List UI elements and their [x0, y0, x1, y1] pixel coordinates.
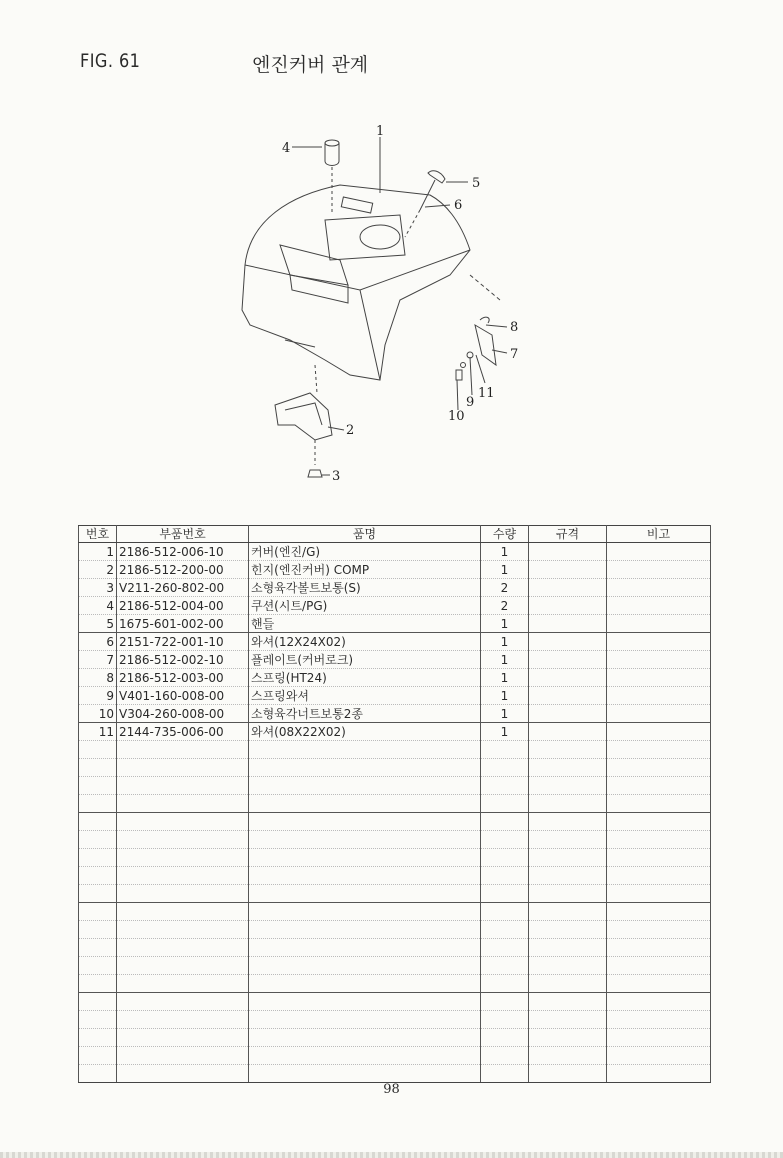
table-row [79, 597, 711, 615]
handle-drawing [428, 171, 445, 183]
table-cell [607, 777, 711, 795]
table-cell [481, 975, 529, 993]
table-cell: 6 [79, 633, 117, 651]
table-cell [529, 957, 607, 975]
table-cell [481, 885, 529, 903]
table-cell: 2186-512-200-00 [117, 561, 249, 579]
table-cell [249, 1047, 481, 1065]
table-cell [79, 867, 117, 885]
table-row [79, 975, 711, 993]
table-cell [249, 849, 481, 867]
table-cell [607, 939, 711, 957]
table-cell [249, 795, 481, 813]
table-cell [117, 1011, 249, 1029]
table-cell: 5 [79, 615, 117, 633]
table-cell [529, 795, 607, 813]
table-cell [79, 957, 117, 975]
table-cell [607, 975, 711, 993]
table-cell [117, 957, 249, 975]
table-cell [529, 993, 607, 1011]
table-row [79, 669, 711, 687]
table-cell [481, 939, 529, 957]
table-cell [529, 849, 607, 867]
callout-1: 1 [376, 125, 385, 139]
exploded-parts-diagram [230, 125, 530, 490]
table-cell: 핸들 [249, 615, 481, 633]
callout-8: 8 [510, 320, 519, 335]
table-cell [529, 939, 607, 957]
table-row [79, 903, 711, 921]
table-cell: 2186-512-003-00 [117, 669, 249, 687]
table-cell [117, 903, 249, 921]
table-cell [529, 561, 607, 579]
table-cell: 1675-601-002-00 [117, 615, 249, 633]
table-cell [529, 1047, 607, 1065]
table-cell: 와셔(12X24X02) [249, 633, 481, 651]
table-cell [529, 669, 607, 687]
table-cell [529, 759, 607, 777]
table-cell [481, 741, 529, 759]
table-cell [79, 993, 117, 1011]
table-cell [607, 921, 711, 939]
table-cell: V401-160-008-00 [117, 687, 249, 705]
table-cell [117, 939, 249, 957]
table-body [79, 543, 711, 1083]
table-cell [481, 1011, 529, 1029]
table-cell [481, 831, 529, 849]
table-cell [529, 975, 607, 993]
table-cell [117, 867, 249, 885]
table-cell [529, 723, 607, 741]
table-cell: 11 [79, 723, 117, 741]
table-cell [607, 813, 711, 831]
table-cell [249, 939, 481, 957]
table-cell [529, 543, 607, 561]
table-cell [607, 831, 711, 849]
table-cell: 와셔(08X22X02) [249, 723, 481, 741]
table-cell [607, 849, 711, 867]
table-row [79, 813, 711, 831]
table-cell [607, 579, 711, 597]
table-cell [529, 1011, 607, 1029]
page-number: 98 [383, 1082, 400, 1097]
column-header-no: 번호 [79, 526, 117, 543]
table-cell [529, 741, 607, 759]
table-cell [607, 1065, 711, 1083]
table-cell [481, 849, 529, 867]
table-cell: 스프링(HT24) [249, 669, 481, 687]
table-cell [607, 615, 711, 633]
table-cell: 1 [481, 651, 529, 669]
table-row [79, 1011, 711, 1029]
bolt-drawing [308, 470, 322, 477]
cushion-drawing [325, 140, 339, 146]
table-row [79, 849, 711, 867]
table-cell: 2186-512-002-10 [117, 651, 249, 669]
table-cell [481, 759, 529, 777]
table-cell: 2186-512-006-10 [117, 543, 249, 561]
callout-10: 10 [448, 409, 465, 424]
table-row [79, 939, 711, 957]
table-cell [79, 741, 117, 759]
table-cell [607, 1047, 711, 1065]
table-cell [79, 939, 117, 957]
table-row [79, 867, 711, 885]
table-cell [249, 831, 481, 849]
table-row [79, 885, 711, 903]
table-cell [79, 849, 117, 867]
table-cell [79, 975, 117, 993]
table-cell: V211-260-802-00 [117, 579, 249, 597]
table-cell [529, 813, 607, 831]
callout-11: 11 [478, 386, 495, 401]
table-cell [79, 831, 117, 849]
table-cell [249, 741, 481, 759]
hinge-drawing [275, 393, 332, 440]
table-cell [529, 903, 607, 921]
table-cell [249, 975, 481, 993]
table-cell [117, 975, 249, 993]
table-cell [607, 669, 711, 687]
table-cell [607, 867, 711, 885]
table-cell [607, 1029, 711, 1047]
table-row [79, 579, 711, 597]
table-cell: 8 [79, 669, 117, 687]
table-row [79, 633, 711, 651]
table-row [79, 741, 711, 759]
table-row [79, 1029, 711, 1047]
table-cell [607, 1011, 711, 1029]
table-cell [117, 777, 249, 795]
table-cell [249, 885, 481, 903]
table-cell [249, 1065, 481, 1083]
table-cell [481, 795, 529, 813]
table-cell [79, 1047, 117, 1065]
table-cell [481, 921, 529, 939]
table-row [79, 957, 711, 975]
table-cell [249, 957, 481, 975]
table-cell [607, 957, 711, 975]
table-cell: 스프링와셔 [249, 687, 481, 705]
table-cell [607, 741, 711, 759]
table-cell: 10 [79, 705, 117, 723]
table-cell [117, 1029, 249, 1047]
table-cell [481, 777, 529, 795]
callout-6: 6 [454, 198, 463, 213]
table-cell: 1 [481, 633, 529, 651]
table-cell [79, 1029, 117, 1047]
table-cell [117, 813, 249, 831]
table-row [79, 705, 711, 723]
table-cell [481, 957, 529, 975]
table-cell: 1 [481, 705, 529, 723]
table-cell [529, 831, 607, 849]
callout-2: 2 [346, 423, 355, 438]
table-cell: 1 [481, 561, 529, 579]
table-cell: 1 [481, 669, 529, 687]
table-row [79, 759, 711, 777]
table-cell [481, 1047, 529, 1065]
table-cell: 1 [79, 543, 117, 561]
table-cell [529, 921, 607, 939]
table-cell [117, 849, 249, 867]
table-row [79, 831, 711, 849]
table-cell [607, 543, 711, 561]
table-cell [79, 795, 117, 813]
callout-3: 3 [332, 469, 341, 484]
table-cell [249, 867, 481, 885]
table-row [79, 561, 711, 579]
column-header-spec: 규격 [529, 526, 607, 543]
table-cell: 플레이트(커버로크) [249, 651, 481, 669]
table-cell [117, 831, 249, 849]
column-header-remarks: 비고 [607, 526, 711, 543]
table-cell: 2 [79, 561, 117, 579]
table-cell [607, 597, 711, 615]
table-cell [529, 867, 607, 885]
table-cell [249, 759, 481, 777]
table-cell [249, 993, 481, 1011]
table-cell: 1 [481, 615, 529, 633]
table-cell: 소형육각너트보통2종 [249, 705, 481, 723]
table-row [79, 993, 711, 1011]
parts-list-table [78, 525, 711, 1083]
table-row [79, 543, 711, 561]
table-row [79, 723, 711, 741]
callout-4: 4 [282, 141, 291, 156]
table-row [79, 777, 711, 795]
table-cell [117, 921, 249, 939]
table-row [79, 1047, 711, 1065]
table-cell [607, 993, 711, 1011]
column-header-part-name: 품명 [249, 526, 481, 543]
table-cell [79, 813, 117, 831]
table-cell [529, 615, 607, 633]
table-cell [481, 993, 529, 1011]
table-cell [79, 885, 117, 903]
table-cell [117, 885, 249, 903]
table-cell [79, 921, 117, 939]
table-cell [481, 1065, 529, 1083]
column-header-quantity: 수량 [481, 526, 529, 543]
table-cell [79, 1011, 117, 1029]
table-cell: 소형육각볼트보통(S) [249, 579, 481, 597]
latch-plate-drawing [475, 325, 496, 365]
table-row [79, 795, 711, 813]
table-cell [481, 867, 529, 885]
table-cell: 9 [79, 687, 117, 705]
table-cell [79, 777, 117, 795]
table-row [79, 687, 711, 705]
table-cell [117, 795, 249, 813]
table-cell [607, 651, 711, 669]
table-cell: 2151-722-001-10 [117, 633, 249, 651]
table-cell [117, 759, 249, 777]
table-cell [607, 759, 711, 777]
figure-title: 엔진커버 관계 [252, 54, 369, 76]
table-cell [529, 651, 607, 669]
table-cell: 1 [481, 687, 529, 705]
table-cell [117, 1065, 249, 1083]
table-cell [529, 885, 607, 903]
table-cell [607, 561, 711, 579]
table-cell: 커버(엔진/G) [249, 543, 481, 561]
table-cell: 쿠션(시트/PG) [249, 597, 481, 615]
table-cell [249, 1011, 481, 1029]
table-cell [607, 633, 711, 651]
table-cell [607, 795, 711, 813]
table-cell [529, 777, 607, 795]
column-header-part-number: 부품번호 [117, 526, 249, 543]
table-row [79, 1065, 711, 1083]
table-cell [529, 687, 607, 705]
table-cell: 2 [481, 597, 529, 615]
table-cell [249, 903, 481, 921]
table-cell [249, 777, 481, 795]
table-cell [249, 921, 481, 939]
table-cell [529, 705, 607, 723]
table-cell [79, 759, 117, 777]
table-row [79, 921, 711, 939]
table-cell: 2186-512-004-00 [117, 597, 249, 615]
table-header-row [79, 526, 711, 543]
table-cell: 1 [481, 723, 529, 741]
table-cell [117, 993, 249, 1011]
table-cell [481, 813, 529, 831]
table-cell [529, 597, 607, 615]
table-cell [529, 579, 607, 597]
table-cell [607, 885, 711, 903]
table-cell [79, 1065, 117, 1083]
table-cell [249, 1029, 481, 1047]
table-cell [117, 1047, 249, 1065]
table-cell [481, 1029, 529, 1047]
table-cell: 3 [79, 579, 117, 597]
table-cell: 힌지(엔진커버) COMP [249, 561, 481, 579]
callout-5: 5 [472, 176, 481, 191]
table-cell: V304-260-008-00 [117, 705, 249, 723]
scan-edge [0, 1152, 783, 1158]
table-cell [529, 1065, 607, 1083]
table-cell: 7 [79, 651, 117, 669]
table-row [79, 615, 711, 633]
engine-cover-drawing [242, 185, 470, 380]
table-cell [117, 741, 249, 759]
table-cell [529, 633, 607, 651]
figure-number: FIG. 61 [80, 50, 141, 72]
table-cell [607, 723, 711, 741]
table-cell: 4 [79, 597, 117, 615]
callout-7: 7 [510, 347, 519, 362]
table-cell [607, 903, 711, 921]
table-row [79, 651, 711, 669]
table-cell [607, 687, 711, 705]
table-cell: 2144-735-006-00 [117, 723, 249, 741]
table-cell [607, 705, 711, 723]
table-cell: 2 [481, 579, 529, 597]
table-cell [249, 813, 481, 831]
table-cell: 1 [481, 543, 529, 561]
table-cell [481, 903, 529, 921]
callout-9: 9 [466, 395, 475, 410]
table-cell [79, 903, 117, 921]
table-cell [529, 1029, 607, 1047]
